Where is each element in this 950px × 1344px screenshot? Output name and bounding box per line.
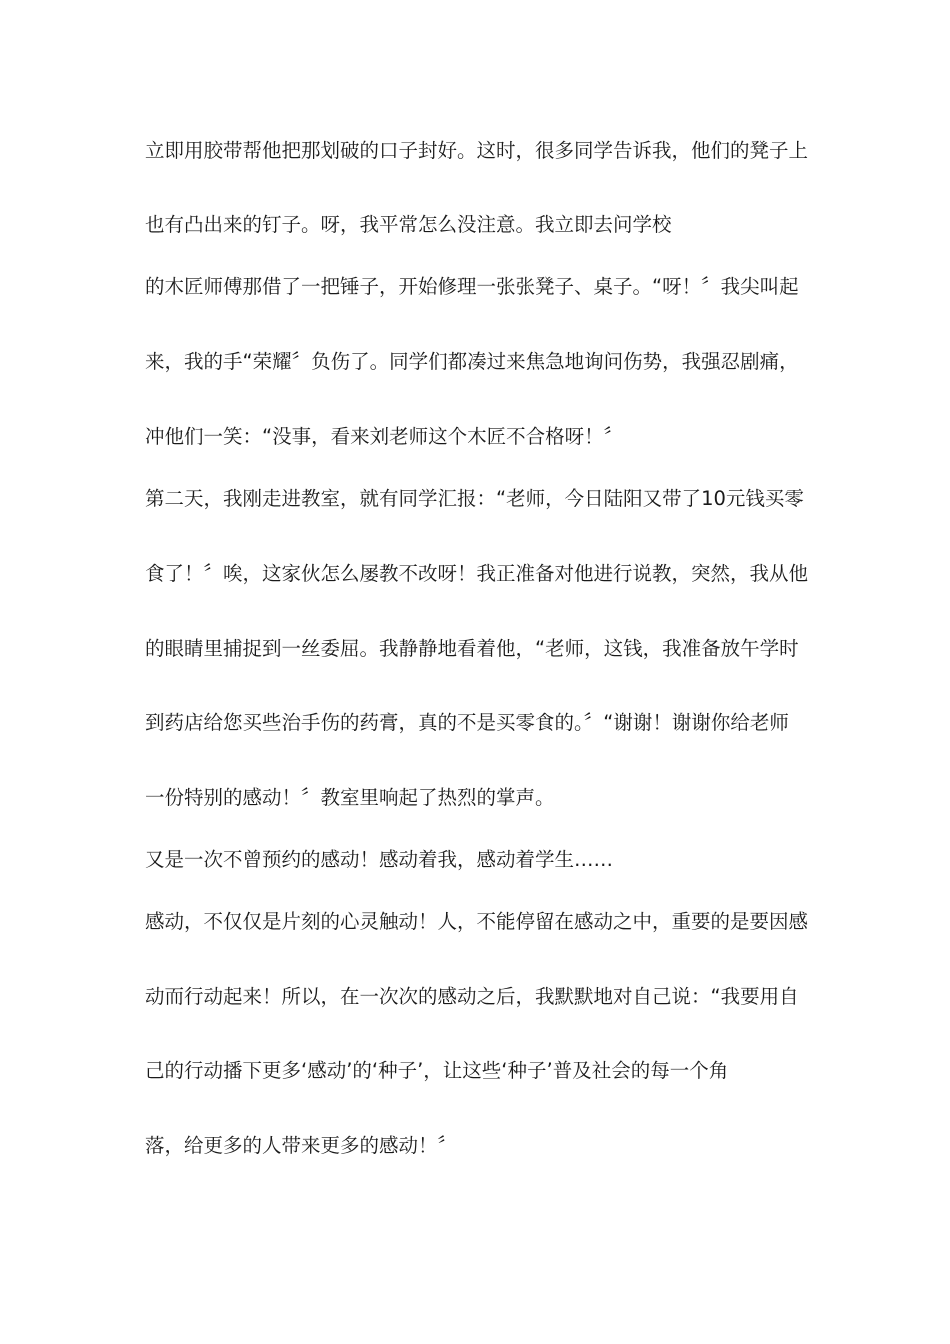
text-line-13: 动而行动起来！所以，在一次次的感动之后，我默默地对自己说：“我要用自 [145,985,799,1008]
text-line-6: 第二天，我刚走进教室，就有同学汇报：“老师，今日陆阳又带了10元钱买零 [145,487,804,510]
text-line-2: 也有凸出来的钉子。呀，我平常怎么没注意。我立即去问学校 [145,213,672,236]
text-line-11: 又是一次不曾预约的感动！感动着我，感动着学生…… [145,848,614,871]
text-line-7: 食了！〞唉，这家伙怎么屡教不改呀！我正准备对他进行说教，突然，我从他 [145,562,809,585]
text-line-4: 来，我的手“荣耀〞负伤了。同学们都凑过来焦急地询问伤势，我强忍剧痛， [145,350,799,373]
text-line-15: 落，给更多的人带来更多的感动！〞 [145,1134,458,1157]
text-line-10: 一份特别的感动！〞教室里响起了热烈的掌声。 [145,786,555,809]
text-line-5: 冲他们一笑：“没事，看来刘老师这个木匠不合格呀！〞 [145,425,624,448]
text-line-3: 的木匠师傅那借了一把锤子，开始修理一张张凳子、桌子。“呀！〞我尖叫起 [145,275,799,298]
text-line-14: 己的行动播下更多‘感动’的‘种子’，让这些‘种子’普及社会的每一个角 [145,1059,729,1082]
text-line-1: 立即用胶带帮他把那划破的口子封好。这时，很多同学告诉我，他们的凳子上 [145,139,809,162]
text-line-12: 感动，不仅仅是片刻的心灵触动！人，不能停留在感动之中，重要的是要因感 [145,910,809,933]
text-line-9: 到药店给您买些治手伤的药膏，真的不是买零食的。〞“谢谢！谢谢你给老师 [145,711,789,734]
text-line-8: 的眼睛里捕捉到一丝委屈。我静静地看着他，“老师，这钱，我准备放午学时 [145,637,799,660]
